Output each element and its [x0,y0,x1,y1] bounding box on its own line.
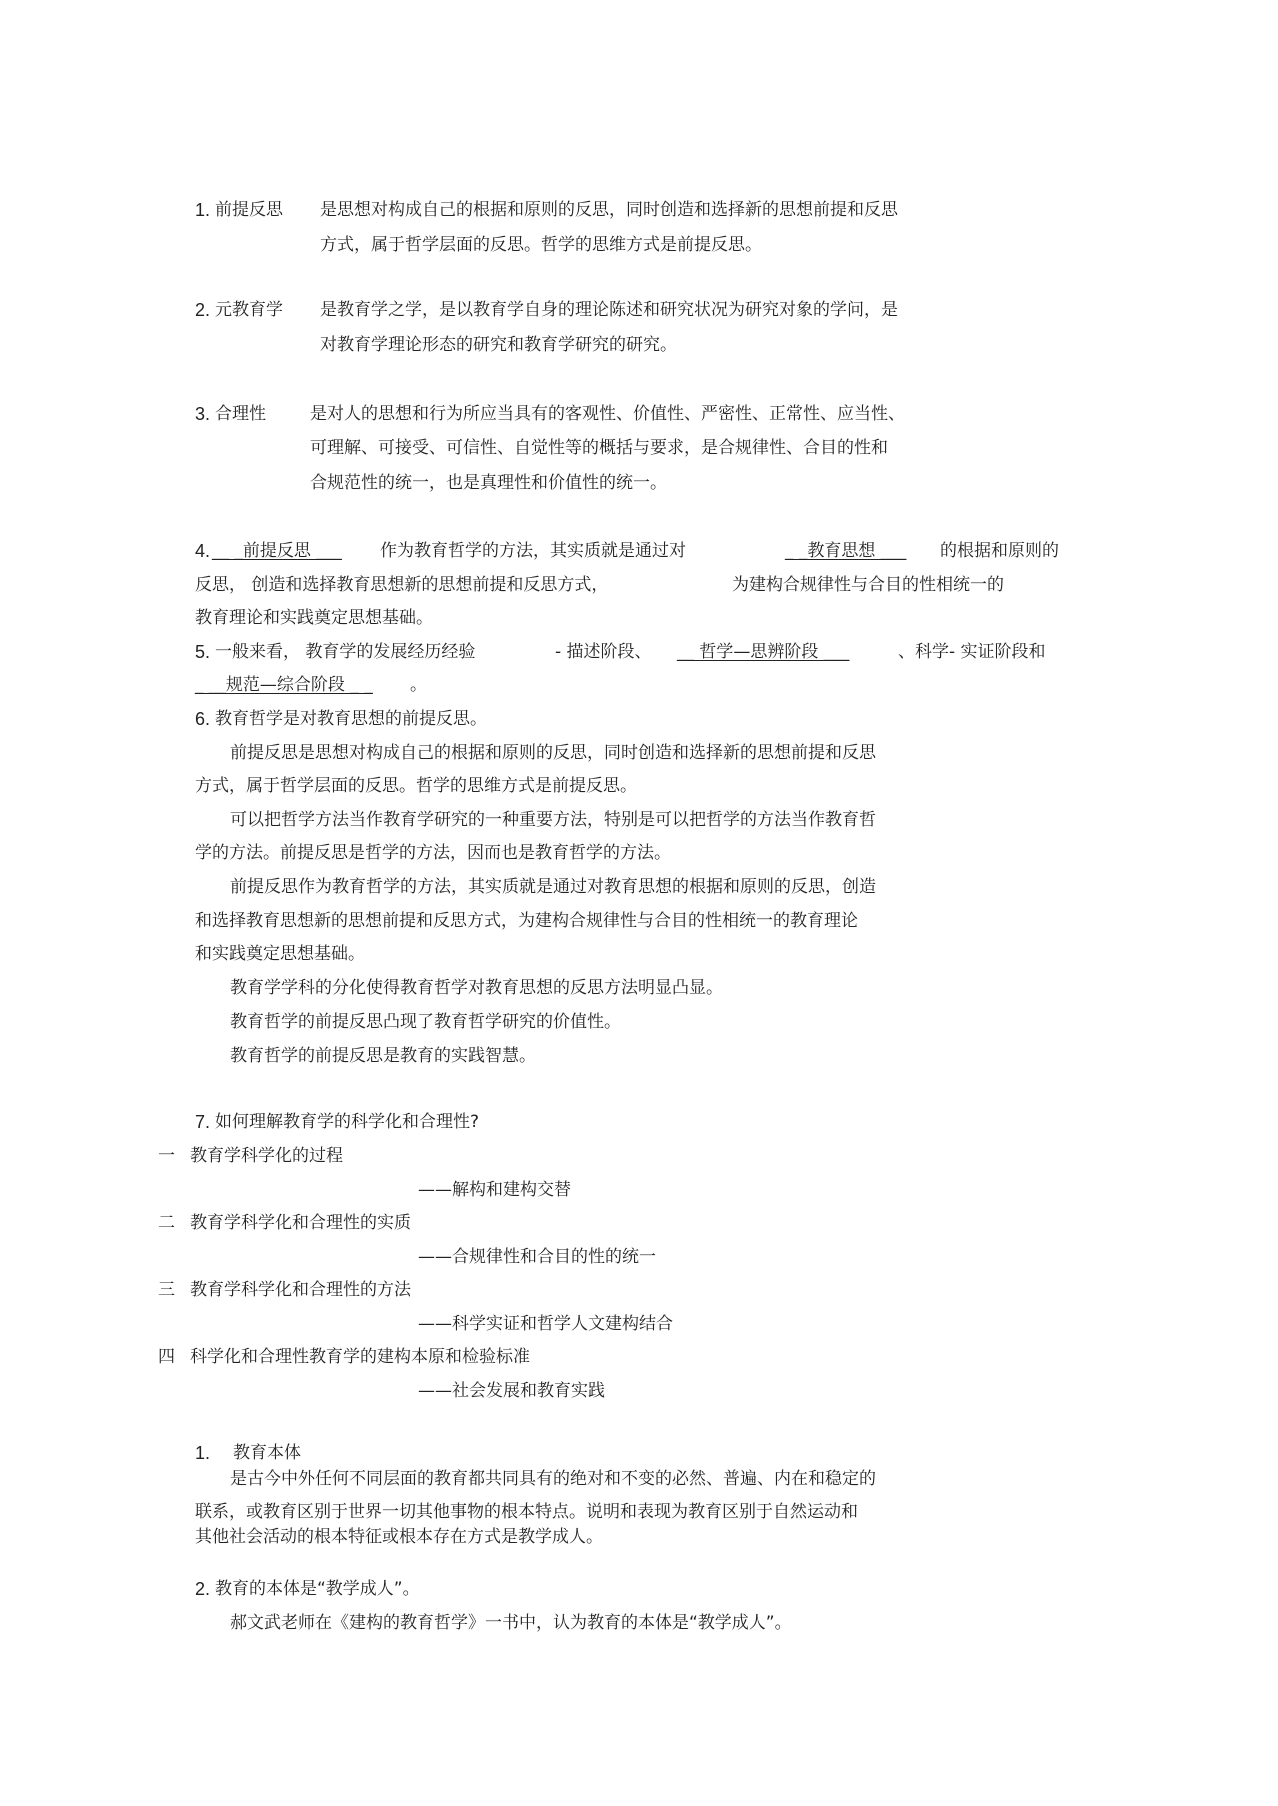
item-5-blank-1: __ 哲学—思辨阶段 ___ [677,642,850,662]
part2-item-1-line-2: 联系，或教育区别于世界一切其他事物的根本特点。说明和表现为教育区别于自然运动和 [195,1502,858,1522]
item-2-line-2: 对教育学理论形态的研究和教育学研究的研究。 [320,335,677,355]
section-heading: 教育学科学化和合理性的方法 [190,1280,411,1300]
item-7-title: 如何理解教育学的科学化和合理性? [215,1112,480,1132]
section-label: 四 [158,1347,175,1367]
part2-item-2-number: 2. [195,1579,211,1599]
item-6-p1-line-2: 方式，属于哲学层面的反思。哲学的思维方式是前提反思。 [195,776,637,796]
item-1-term: 前提反思 [215,200,283,220]
section-sub: ——科学实证和哲学人文建构结合 [418,1314,673,1334]
part2-item-1-line-1: 是古今中外任何不同层面的教育都共同具有的绝对和不变的必然、普遍、内在和稳定的 [230,1469,876,1489]
item-4-text-2: 的根据和原则的 [940,541,1059,561]
item-5-text-1: 一般来看， 教育学的发展经历经验 [215,642,476,662]
item-2-number: 2. [195,300,211,320]
section-label: 三 [158,1280,175,1300]
section-heading: 教育学科学化的过程 [190,1146,343,1166]
item-6-p2-line-2: 学的方法。前提反思是哲学的方法，因而也是教育哲学的方法。 [195,843,671,863]
item-6-p2-line-1: 可以把哲学方法当作教育学研究的一种重要方法，特别是可以把哲学的方法当作教育哲 [230,810,876,830]
item-4-blank-2: _ _教育思想 ___ [785,541,907,561]
part2-item-1-number: 1. [195,1443,211,1463]
item-6-p3-line-1: 前提反思作为教育哲学的方法，其实质就是通过对教育思想的根据和原则的反思，创造 [230,877,876,897]
section-label: 一 [158,1146,175,1166]
item-3-line-2: 可理解、可接受、可信性、自觉性等的概括与要求，是合规律性、合目的性和 [310,438,888,458]
item-3-term: 合理性 [215,404,266,424]
part2-item-2-line-1: 郝文武老师在《建构的教育哲学》一书中，认为教育的本体是“教学成人”。 [230,1613,792,1633]
item-6-p6: 教育哲学的前提反思是教育的实践智慧。 [230,1046,536,1066]
part2-item-1-line-3: 其他社会活动的根本特征或根本存在方式是教学成人。 [195,1527,603,1547]
item-4-line-2a: 反思， 创造和选择教育思想新的思想前提和反思方式， [195,575,609,595]
section-heading: 教育学科学化和合理性的实质 [190,1213,411,1233]
item-6-p3-line-2: 和选择教育思想新的思想前提和反思方式，为建构合规律性与合目的性相统一的教育理论 [195,911,858,931]
item-6-p4: 教育学学科的分化使得教育哲学对教育思想的反思方法明显凸显。 [230,978,723,998]
section-sub: ——社会发展和教育实践 [418,1381,605,1401]
part2-item-2-title: 教育的本体是“教学成人”。 [215,1579,420,1599]
item-3-line-3: 合规范性的统一，也是真理性和价值性的统一。 [310,473,667,493]
item-4-line-2b: 为建构合规律性与合目的性相统一的 [732,575,1004,595]
item-4-text-1: 作为教育哲学的方法，其实质就是通过对 [380,541,686,561]
item-3-line-1: 是对人的思想和行为所应当具有的客观性、价值性、严密性、正常性、应当性、 [310,404,905,424]
item-5-number: 5. [195,642,211,662]
item-6-p5: 教育哲学的前提反思凸现了教育哲学研究的价值性。 [230,1012,621,1032]
item-6-number: 6. [195,709,211,729]
item-5-text-2: - 描述阶段、 [555,642,652,662]
item-6-title: 教育哲学是对教育思想的前提反思。 [215,709,487,729]
section-label: 二 [158,1213,175,1233]
item-6-p1-line-1: 前提反思是思想对构成自己的根据和原则的反思，同时创造和选择新的思想前提和反思 [230,743,876,763]
item-4-number: 4. [195,541,211,561]
item-1-number: 1. [195,200,211,220]
item-4-blank-1: __ _前提反思 ___ [212,541,342,561]
item-2-term: 元教育学 [215,300,283,320]
item-6-p3-line-3: 和实践奠定思想基础。 [195,944,365,964]
item-5-blank-2: _ __规范—综合阶段 _ _ [195,675,373,695]
item-5-text-4: 。 [410,675,427,695]
section-sub: ——解构和建构交替 [418,1180,571,1200]
item-3-number: 3. [195,404,211,424]
item-2-line-1: 是教育学之学，是以教育学自身的理论陈述和研究状况为研究对象的学问，是 [320,300,898,320]
item-5-text-3: 、科学- 实证阶段和 [898,642,1046,662]
item-7-number: 7. [195,1112,211,1132]
item-1-line-2: 方式，属于哲学层面的反思。哲学的思维方式是前提反思。 [320,235,762,255]
item-1-line-1: 是思想对构成自己的根据和原则的反思，同时创造和选择新的思想前提和反思 [320,200,898,220]
section-heading: 科学化和合理性教育学的建构本原和检验标准 [190,1347,530,1367]
part2-item-1-title: 教育本体 [233,1443,301,1463]
section-sub: ——合规律性和合目的性的统一 [418,1247,656,1267]
item-4-line-3: 教育理论和实践奠定思想基础。 [195,608,433,628]
